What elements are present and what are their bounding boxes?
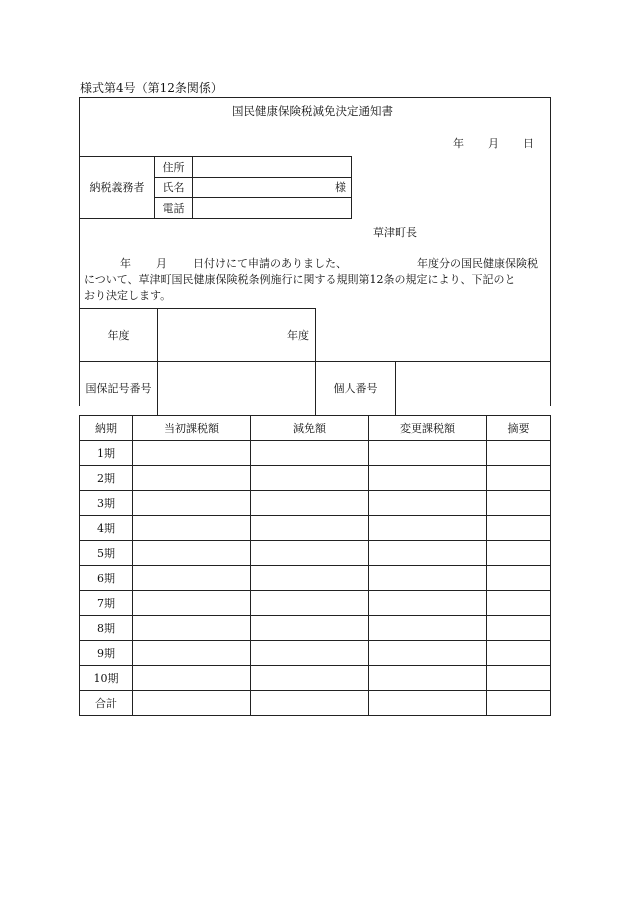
table-cell[interactable] xyxy=(251,466,368,490)
table-cell[interactable] xyxy=(251,691,368,715)
insurance-no-field[interactable] xyxy=(158,362,315,415)
table-cell[interactable] xyxy=(369,541,486,565)
table-cell[interactable] xyxy=(487,691,550,715)
table-cell[interactable] xyxy=(251,566,368,590)
personal-no-label: 個人番号 xyxy=(333,382,378,395)
table-cell[interactable] xyxy=(369,466,486,490)
period-label: 1期 xyxy=(97,446,115,460)
body-year: 年 xyxy=(120,257,131,270)
table-header: 減免額 xyxy=(293,421,326,435)
fiscal-year-label: 年度 xyxy=(107,328,130,342)
table-cell[interactable] xyxy=(487,566,550,590)
table-cell[interactable] xyxy=(487,591,550,615)
table-cell[interactable] xyxy=(251,441,368,465)
period-label: 合計 xyxy=(95,696,117,710)
body-day-text: 日付けにて申請のありました、 xyxy=(193,257,347,270)
form-number: 様式第4号（第12条関係） xyxy=(80,81,223,95)
table-cell[interactable] xyxy=(487,466,550,490)
period-label: 9期 xyxy=(97,646,115,660)
table-row-line xyxy=(79,715,551,716)
table-cell[interactable] xyxy=(251,491,368,515)
date-year-label: 年 xyxy=(453,137,464,150)
taxpayer-divider-3 xyxy=(351,156,352,219)
table-cell[interactable] xyxy=(251,641,368,665)
issuer: 草津町長 xyxy=(373,226,417,239)
table-cell[interactable] xyxy=(487,641,550,665)
frame-right xyxy=(550,97,551,406)
table-cell[interactable] xyxy=(133,591,250,615)
table-cell[interactable] xyxy=(133,616,250,640)
table-header: 当初課税額 xyxy=(164,421,219,435)
date-month-label: 月 xyxy=(488,137,499,150)
phone-label: 電話 xyxy=(162,201,185,215)
table-cell[interactable] xyxy=(133,491,250,515)
table-cell[interactable] xyxy=(369,616,486,640)
table-cell[interactable] xyxy=(487,441,550,465)
table-header: 納期 xyxy=(95,421,117,435)
table-cell[interactable] xyxy=(369,641,486,665)
table-cell[interactable] xyxy=(251,666,368,690)
table-cell[interactable] xyxy=(133,441,250,465)
period-label: 7期 xyxy=(97,596,115,610)
table-cell[interactable] xyxy=(251,541,368,565)
frame-top xyxy=(79,97,551,98)
period-label: 5期 xyxy=(97,546,115,560)
table-cell[interactable] xyxy=(487,666,550,690)
fiscal-year-field[interactable] xyxy=(158,309,315,361)
table-cell[interactable] xyxy=(369,441,486,465)
body-line2: について、草津町国民健康保険税条例施行に関する規則第12条の規定により、下記のと xyxy=(84,273,516,286)
table-cell[interactable] xyxy=(251,516,368,540)
name-label: 氏名 xyxy=(162,181,185,194)
name-field[interactable] xyxy=(193,178,351,197)
table-cell[interactable] xyxy=(133,566,250,590)
table-cell[interactable] xyxy=(369,491,486,515)
taxpayer-label: 納税義務者 xyxy=(89,181,145,194)
table-cell[interactable] xyxy=(133,541,250,565)
period-label: 3期 xyxy=(97,496,115,510)
table-cell[interactable] xyxy=(133,466,250,490)
taxpayer-bottom-line xyxy=(79,218,352,219)
table-cell[interactable] xyxy=(369,691,486,715)
table-cell[interactable] xyxy=(487,491,550,515)
period-label: 8期 xyxy=(97,621,115,635)
table-cell[interactable] xyxy=(487,541,550,565)
period-label: 2期 xyxy=(97,471,115,485)
address-label: 住所 xyxy=(162,160,185,174)
fiscal-year-suffix: 年度 xyxy=(287,329,309,342)
honorific: 様 xyxy=(335,181,346,194)
table-cell[interactable] xyxy=(487,616,550,640)
date-day-label: 日 xyxy=(523,137,534,150)
period-label: 10期 xyxy=(93,671,119,685)
table-cell[interactable] xyxy=(133,516,250,540)
table-cell[interactable] xyxy=(487,516,550,540)
address-field[interactable] xyxy=(193,157,351,177)
table-cell[interactable] xyxy=(369,666,486,690)
phone-field[interactable] xyxy=(193,198,351,218)
table-cell[interactable] xyxy=(133,691,250,715)
table-column-line xyxy=(550,415,551,716)
table-header: 摘要 xyxy=(507,421,530,435)
table-cell[interactable] xyxy=(369,566,486,590)
document-title: 国民健康保険税減免決定通知書 xyxy=(232,104,393,118)
period-label: 4期 xyxy=(97,521,115,535)
insurance-no-label: 国保記号番号 xyxy=(85,382,152,395)
table-cell[interactable] xyxy=(369,516,486,540)
body-line1-tail: 年度分の国民健康保険税 xyxy=(417,257,538,270)
table-header: 変更課税額 xyxy=(400,421,455,435)
personal-no-field[interactable] xyxy=(396,362,550,415)
table-cell[interactable] xyxy=(133,641,250,665)
body-line3: おり決定します。 xyxy=(84,289,172,302)
body-month: 月 xyxy=(156,257,167,270)
table-cell[interactable] xyxy=(369,591,486,615)
table-cell[interactable] xyxy=(251,591,368,615)
period-label: 6期 xyxy=(97,571,115,585)
table-cell[interactable] xyxy=(251,616,368,640)
table-cell[interactable] xyxy=(133,666,250,690)
